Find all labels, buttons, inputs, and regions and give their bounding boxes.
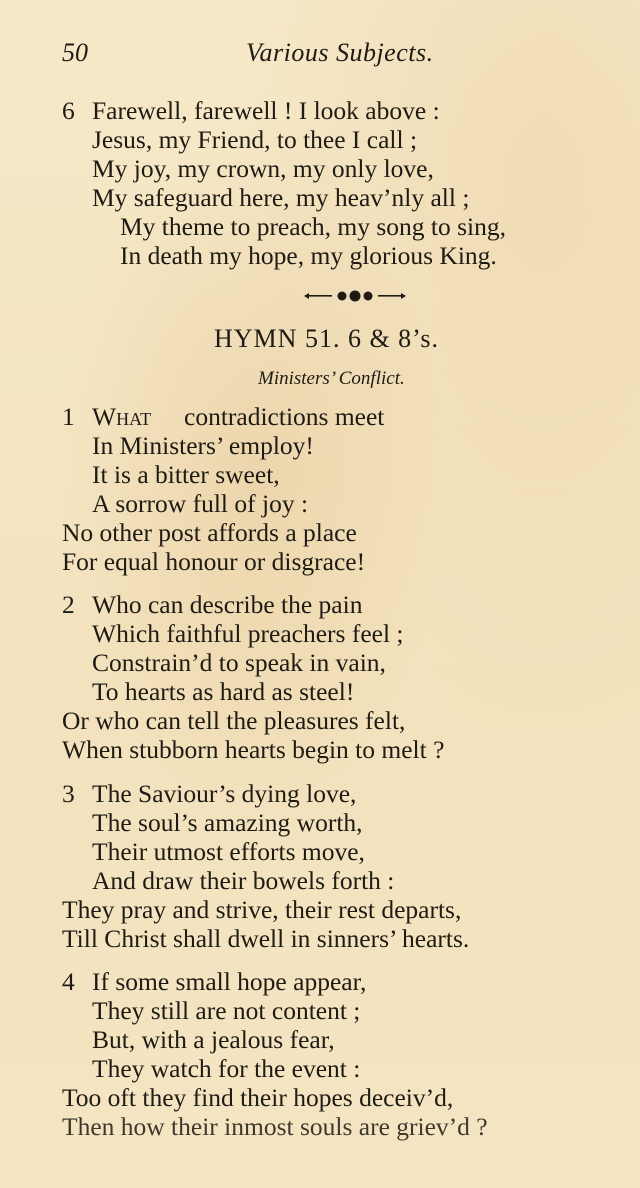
verse-line: contradictions meet (184, 402, 385, 431)
verse-line: Constrain’d to speak in vain, (92, 648, 386, 677)
verse-line: The Saviour’s dying love, (92, 779, 357, 808)
stanza-number: 4 (62, 967, 75, 996)
verse-line: If some small hope appear, (92, 967, 367, 996)
verse-line: My theme to preach, my song to sing, (120, 212, 506, 241)
verse-line: To hearts as hard as steel! (92, 677, 355, 706)
verse-line: My safeguard here, my heav’nly all ; (92, 183, 470, 212)
verse-line: The soul’s amazing worth, (92, 808, 363, 837)
stanza-number: 2 (62, 590, 75, 619)
verse-line: A sorrow full of joy : (92, 489, 309, 518)
verse-line: They still are not content ; (92, 996, 361, 1025)
verse-line: But, with a jealous fear, (92, 1025, 335, 1054)
verse-line: Too oft they find their hopes deceiv’d, (62, 1083, 454, 1112)
verse-line: Till Christ shall dwell in sinners’ hearts. (62, 924, 470, 953)
verse-line: It is a bitter sweet, (92, 460, 280, 489)
verse-line: They watch for the event : (92, 1054, 361, 1083)
stanza-number: 6 (62, 96, 75, 125)
verse-line: Their utmost efforts move, (92, 837, 365, 866)
running-title: Various Subjects. (246, 38, 434, 67)
verse-line: Then how their inmost souls are griev’d ? (62, 1112, 488, 1141)
stanza-number: 3 (62, 779, 75, 808)
verse-line: Who can describe the pain (92, 590, 363, 619)
stanza-number: 1 (62, 402, 75, 431)
verse-line: Or who can tell the pleasures felt, (62, 706, 406, 735)
verse-line: And draw their bowels forth : (92, 866, 395, 895)
verse-line: Jesus, my Friend, to thee I call ; (92, 125, 418, 154)
hymn-title: HYMN 51. 6 & 8’s. (214, 324, 440, 353)
page-number: 50 (62, 38, 88, 67)
page-header (62, 36, 460, 76)
verse-line: No other post affords a place (62, 518, 357, 547)
verse-first-word: What (92, 402, 152, 431)
verse-line: When stubborn hearts begin to melt ? (62, 735, 445, 764)
hymn-subtitle: Ministers’ Conflict. (258, 368, 405, 389)
verse-line: In death my hope, my glorious King. (120, 241, 497, 270)
verse-line: For equal honour or disgrace! (62, 547, 366, 576)
verse-line: They pray and strive, their rest departs, (62, 895, 462, 924)
verse-line: Which faithful preachers feel ; (92, 619, 404, 648)
verse-line: In Ministers’ employ! (92, 431, 314, 460)
verse-line: Farewell, farewell ! I look above : (92, 96, 440, 125)
verse-line: My joy, my crown, my only love, (92, 154, 434, 183)
ornament-divider (300, 286, 410, 306)
